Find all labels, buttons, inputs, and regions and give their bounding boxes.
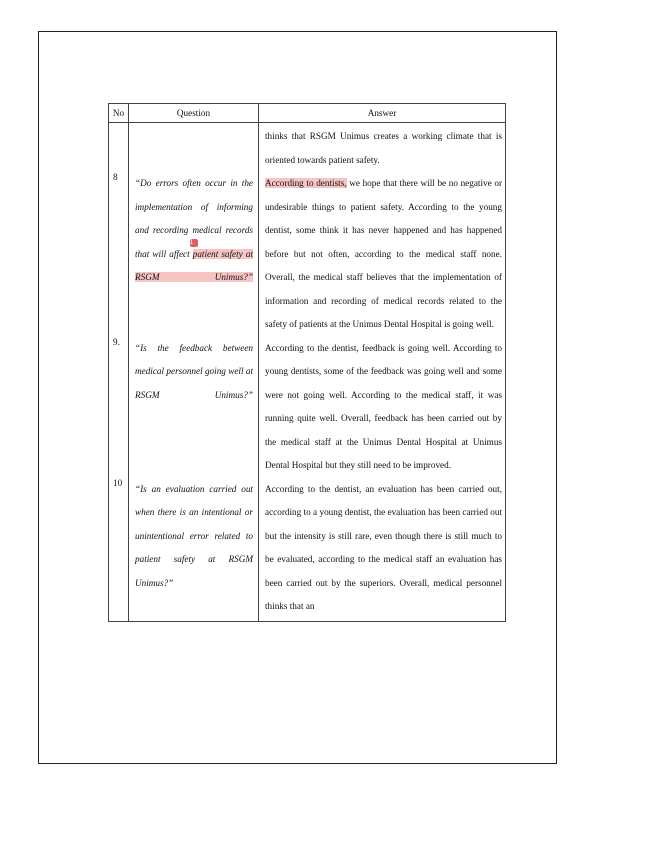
row-number: 9. <box>109 337 129 478</box>
answer-continuation: thinks that RSGM Unimus creates a working climate that is oriented towards patient safety. <box>259 123 506 173</box>
header-question: Question <box>129 104 259 123</box>
header-no: No <box>109 104 129 123</box>
table-bottom-row <box>109 619 506 622</box>
row-number: 8 <box>109 172 129 337</box>
table-row-continuation <box>109 123 506 173</box>
table-row <box>109 478 506 619</box>
row-no-cell <box>109 123 129 173</box>
qa-table <box>108 103 506 622</box>
header-answer: Answer <box>259 104 506 123</box>
question-highlight-text: patient safety at RSGM Unimus?” <box>135 248 253 282</box>
answer-cell: According to the dentist, feedback is going well. According to young dentists, some of the feedback was going well and some were not going well. According to the medical staff, it was running quite well. Overall, feedback has been carried out by the medical staff at the Unimus Dental Hospital at Unimus Dental Hospital but they still need to be improved. <box>259 337 506 478</box>
question-cell: “Is the feedback between medical personnel going well at RSGM Unimus?” <box>129 337 259 478</box>
answer-cell: According to the dentist, an evaluation has been carried out, according to a young dentist, the evaluation has been carried out but the intensity is still rare, even though there is still much to be evaluated, according to the medical staff an evaluation has been carried out by the superiors. Overall, medical personnel thinks that an <box>259 478 506 619</box>
question-cell <box>129 172 259 337</box>
answer-cell <box>259 172 506 337</box>
table-header-row <box>109 104 506 123</box>
table-row <box>109 172 506 337</box>
table-row <box>109 337 506 478</box>
question-text: “Do errors often occur in the implementation of informing and recording medical records that will affect <box>135 178 253 259</box>
bottom-cell <box>109 619 129 622</box>
annotation-badge[interactable]: 1 <box>190 239 198 247</box>
answer-highlight[interactable]: According to dentists, <box>265 178 347 188</box>
row-number: 10 <box>109 478 129 619</box>
bottom-cell <box>259 619 506 622</box>
answer-text: we hope that there will be no negative or undesirable things to patient safety. According to the young dentist, some think it has never happened and has happened before but not often, according to the medical staff none. Overall, the medical staff believes that the implementation of information and recording of medical records related to the safety of patients at the Unimus Dental Hospital is going well. <box>265 178 503 329</box>
row-question-cell <box>129 123 259 173</box>
bottom-cell <box>129 619 259 622</box>
question-cell: “Is an evaluation carried out when there is an intentional or unintentional error related to patient safety at RSGM Unimus?” <box>129 478 259 619</box>
